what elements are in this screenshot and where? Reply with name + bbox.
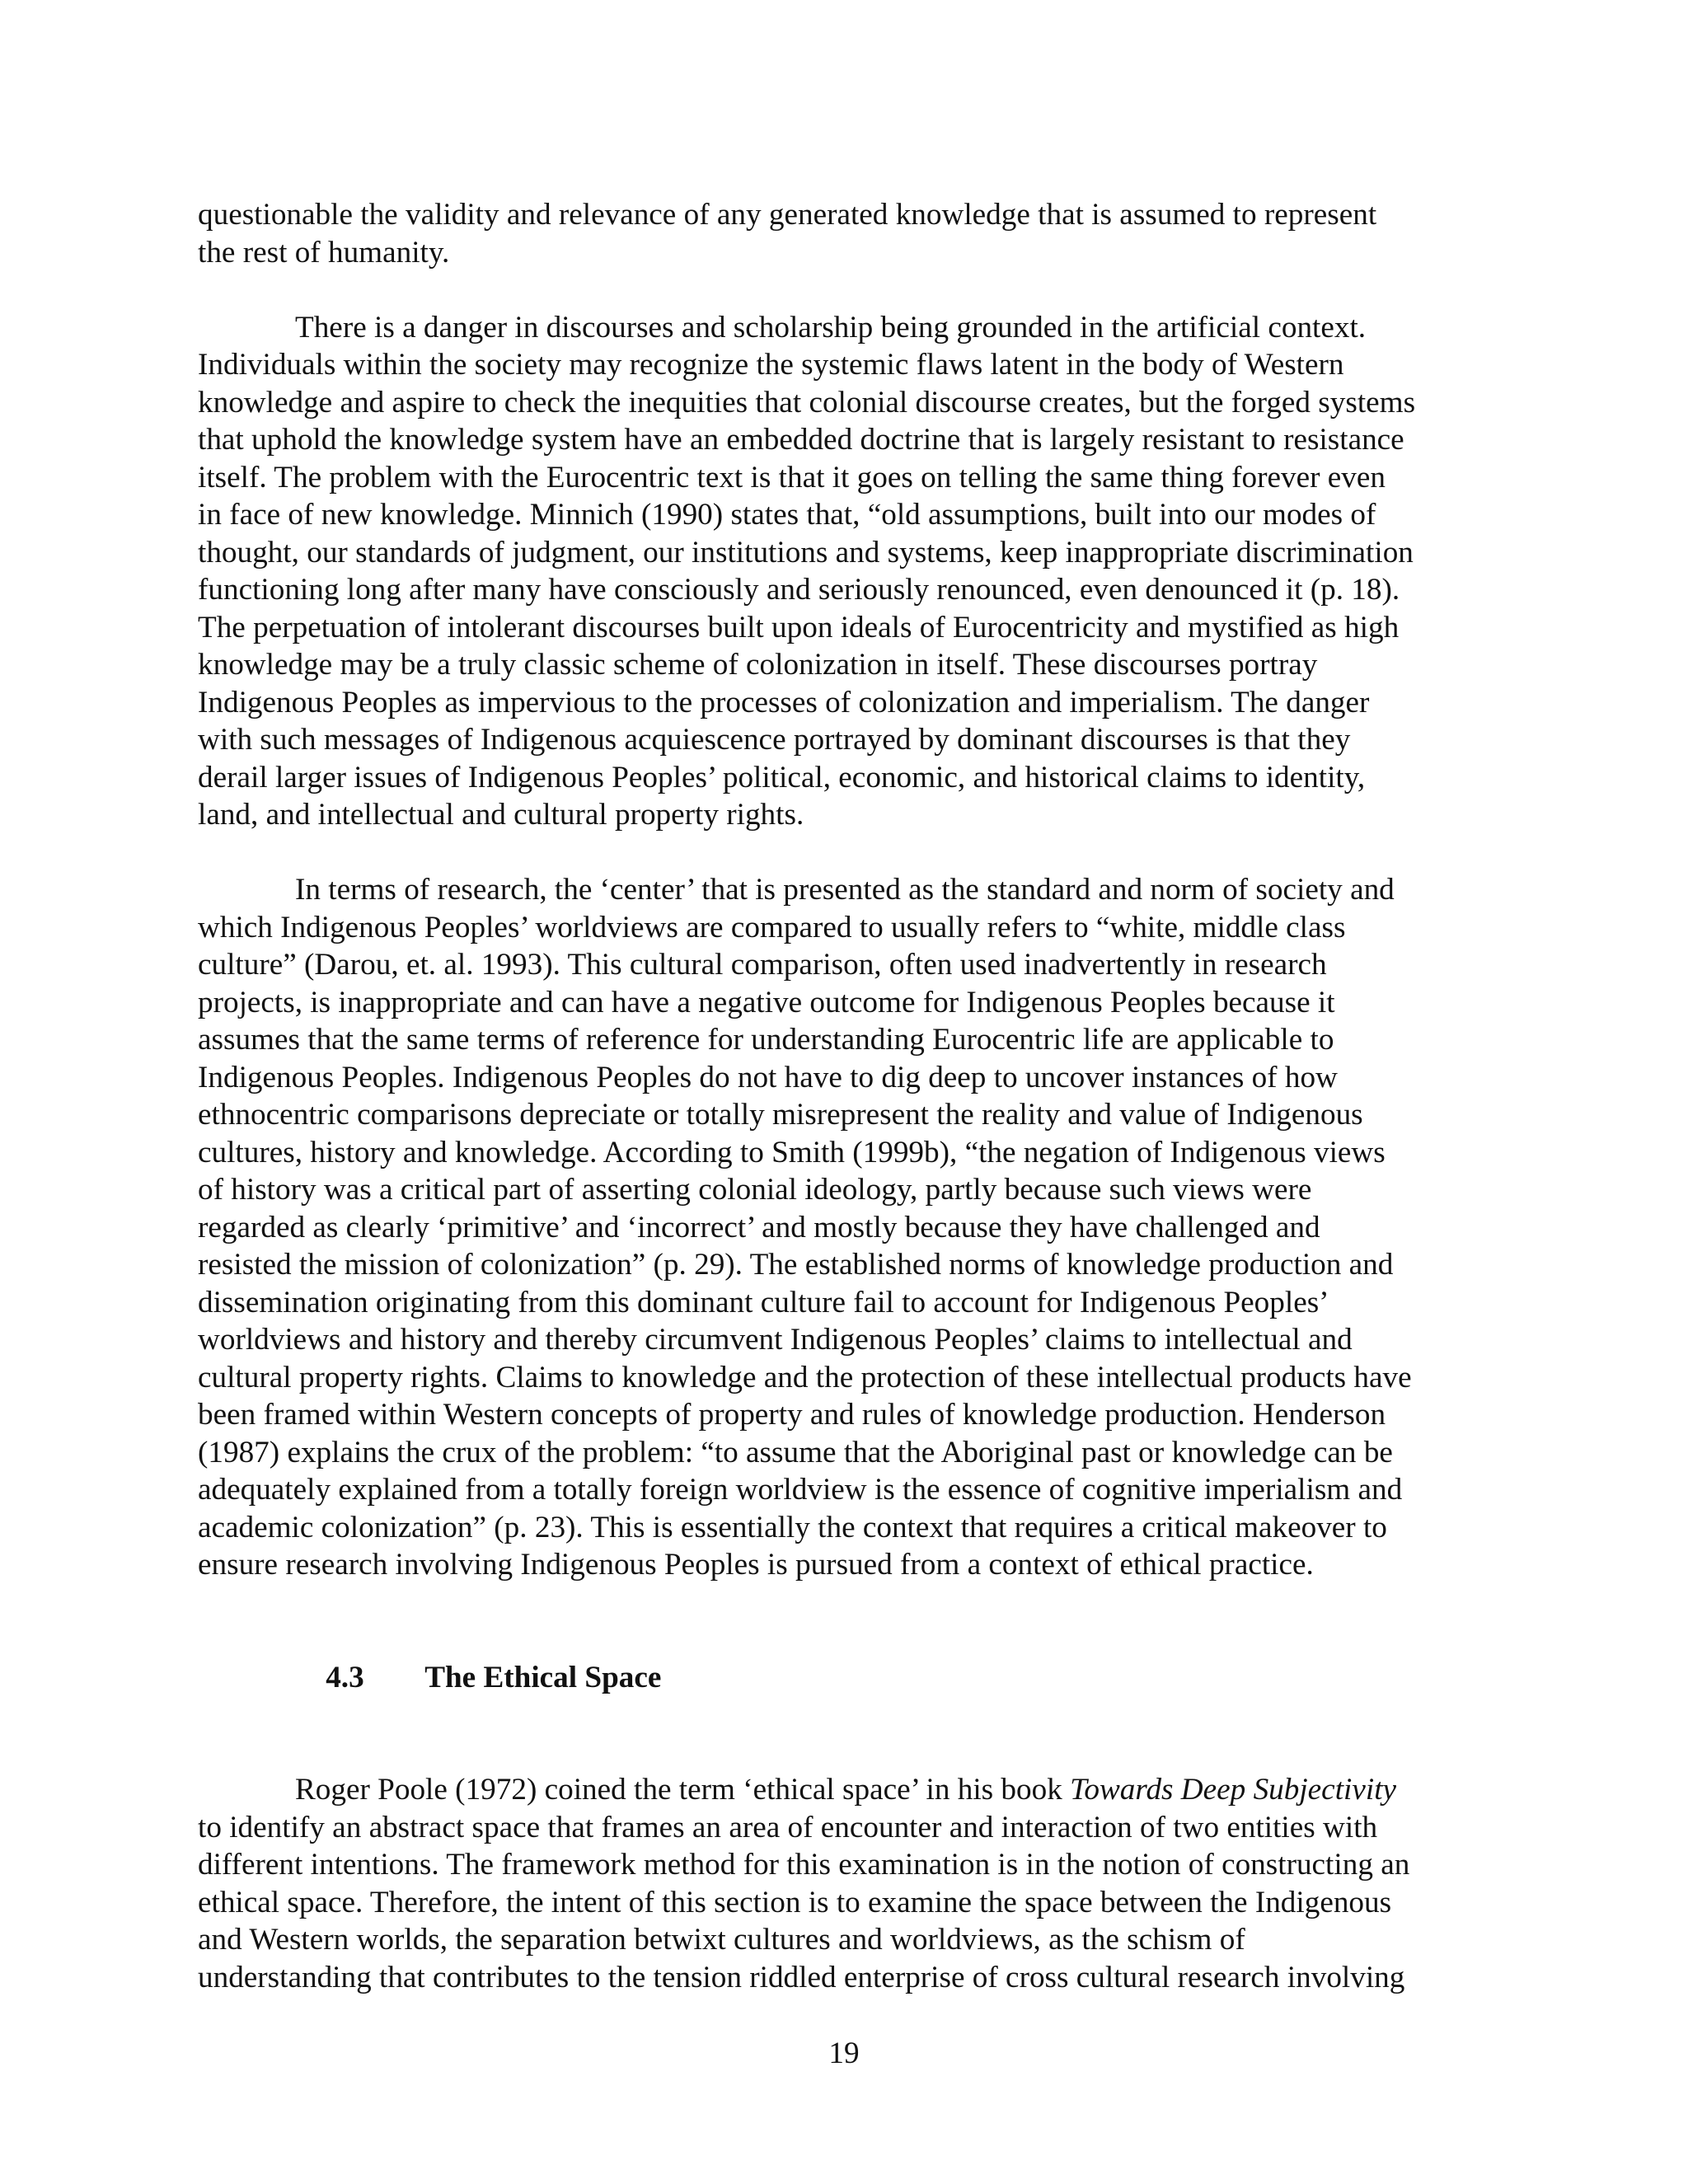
- text-line: been framed within Western concepts of property and rules of knowledge production. Henderson: [198, 1398, 1386, 1432]
- text-line: knowledge may be a truly classic scheme of colonization in itself. These discourses portray: [198, 648, 1318, 682]
- text-line: In terms of research, the ‘center’ that is presented as the standard and norm of society and: [295, 873, 1395, 907]
- text-line: the rest of humanity.: [198, 235, 450, 269]
- text-line: ensure research involving Indigenous Peoples is pursued from a context of ethical practice.: [198, 1548, 1314, 1582]
- text-line: regarded as clearly ‘primitive’ and ‘incorrect’ and mostly because they have challenged and: [198, 1210, 1320, 1244]
- text-line: ethical space. Therefore, the intent of this section is to examine the space between the Indigenous: [198, 1885, 1392, 1919]
- book-title-italic: Towards Deep Subjectivity: [1070, 1773, 1397, 1807]
- text-line: itself. The problem with the Eurocentric text is that it goes on telling the same thing forever even: [198, 460, 1386, 494]
- text-line: There is a danger in discourses and scholarship being grounded in the artificial context.: [295, 310, 1367, 344]
- text-line: that uphold the knowledge system have an embedded doctrine that is largely resistant to resistance: [198, 423, 1404, 457]
- text-line: and Western worlds, the separation betwixt cultures and worldviews, as the schism of: [198, 1923, 1245, 1957]
- text-line: adequately explained from a totally foreign worldview is the essence of cognitive imperialism and: [198, 1473, 1403, 1507]
- text-line: of history was a critical part of asserting colonial ideology, partly because such views were: [198, 1173, 1312, 1207]
- text-line: cultural property rights. Claims to knowledge and the protection of these intellectual products have: [198, 1360, 1412, 1394]
- text-line: projects, is inappropriate and can have a negative outcome for Indigenous Peoples because it: [198, 985, 1335, 1019]
- text-line: derail larger issues of Indigenous Peoples’ political, economic, and historical claims to identity,: [198, 760, 1366, 794]
- text-line: dissemination originating from this dominant culture fail to account for Indigenous Peoples’: [198, 1285, 1329, 1319]
- text-run: Roger Poole (1972) coined the term ‘ethical space’ in his book: [295, 1773, 1071, 1807]
- text-line: worldviews and history and thereby circumvent Indigenous Peoples’ claims to intellectual and: [198, 1323, 1353, 1357]
- text-line: resisted the mission of colonization” (p. 29). The established norms of knowledge production and: [198, 1248, 1394, 1282]
- text-line: land, and intellectual and cultural property rights.: [198, 798, 804, 832]
- text-line: The perpetuation of intolerant discourses built upon ideals of Eurocentricity and mystified as high: [198, 610, 1400, 644]
- text-line: in face of new knowledge. Minnich (1990) states that, “old assumptions, built into our modes of: [198, 498, 1376, 532]
- text-line: (1987) explains the crux of the problem: “to assume that the Aboriginal past or knowledge can be: [198, 1435, 1393, 1469]
- text-line: knowledge and aspire to check the inequities that colonial discourse creates, but the forged systems: [198, 385, 1416, 419]
- text-line: functioning long after many have consciously and seriously renounced, even denounced it (p. 18).: [198, 573, 1400, 607]
- section-title: The Ethical Space: [424, 1660, 662, 1694]
- page-number: 19: [828, 2036, 860, 2070]
- text-line: questionable the validity and relevance of any generated knowledge that is assumed to represent: [198, 198, 1377, 232]
- paragraph-continuation: [198, 196, 1500, 271]
- text-line: assumes that the same terms of reference for understanding Eurocentric life are applicable to: [198, 1023, 1334, 1057]
- text-line: which Indigenous Peoples’ worldviews are compared to usually refers to “white, middle class: [198, 910, 1346, 944]
- text-line: ethnocentric comparisons depreciate or totally misrepresent the reality and value of Indigenous: [198, 1098, 1363, 1132]
- text-line: Individuals within the society may recognize the systemic flaws latent in the body of Western: [198, 348, 1344, 382]
- text-line: Indigenous Peoples as impervious to the processes of colonization and imperialism. The danger: [198, 685, 1370, 719]
- text-line: Indigenous Peoples. Indigenous Peoples do not have to dig deep to uncover instances of how: [198, 1060, 1338, 1094]
- text-line: thought, our standards of judgment, our institutions and systems, keep inappropriate discrimination: [198, 535, 1414, 569]
- text-line: academic colonization” (p. 23). This is essentially the context that requires a critical makeover to: [198, 1510, 1387, 1544]
- paragraph-terms-of-research: [198, 871, 1500, 1584]
- paragraph-danger-in-discourses: [198, 309, 1500, 834]
- section-number: 4.3: [326, 1660, 364, 1694]
- text-line: [198, 1771, 1500, 1809]
- document-page: [198, 196, 1500, 1996]
- text-line: culture” (Darou, et. al. 1993). This cultural comparison, often used inadvertently in research: [198, 948, 1327, 982]
- text-line: to identify an abstract space that frames an area of encounter and interaction of two entities with: [198, 1810, 1378, 1844]
- paragraph-ethical-space: [198, 1771, 1500, 1996]
- text-line: cultures, history and knowledge. According to Smith (1999b), “the negation of Indigenous views: [198, 1135, 1386, 1169]
- text-line: understanding that contributes to the tension riddled enterprise of cross cultural research involving: [198, 1960, 1405, 1994]
- section-heading: [198, 1621, 1500, 1734]
- text-line: different intentions. The framework method for this examination is in the notion of constructing an: [198, 1848, 1410, 1882]
- text-line: with such messages of Indigenous acquiescence portrayed by dominant discourses is that they: [198, 723, 1351, 757]
